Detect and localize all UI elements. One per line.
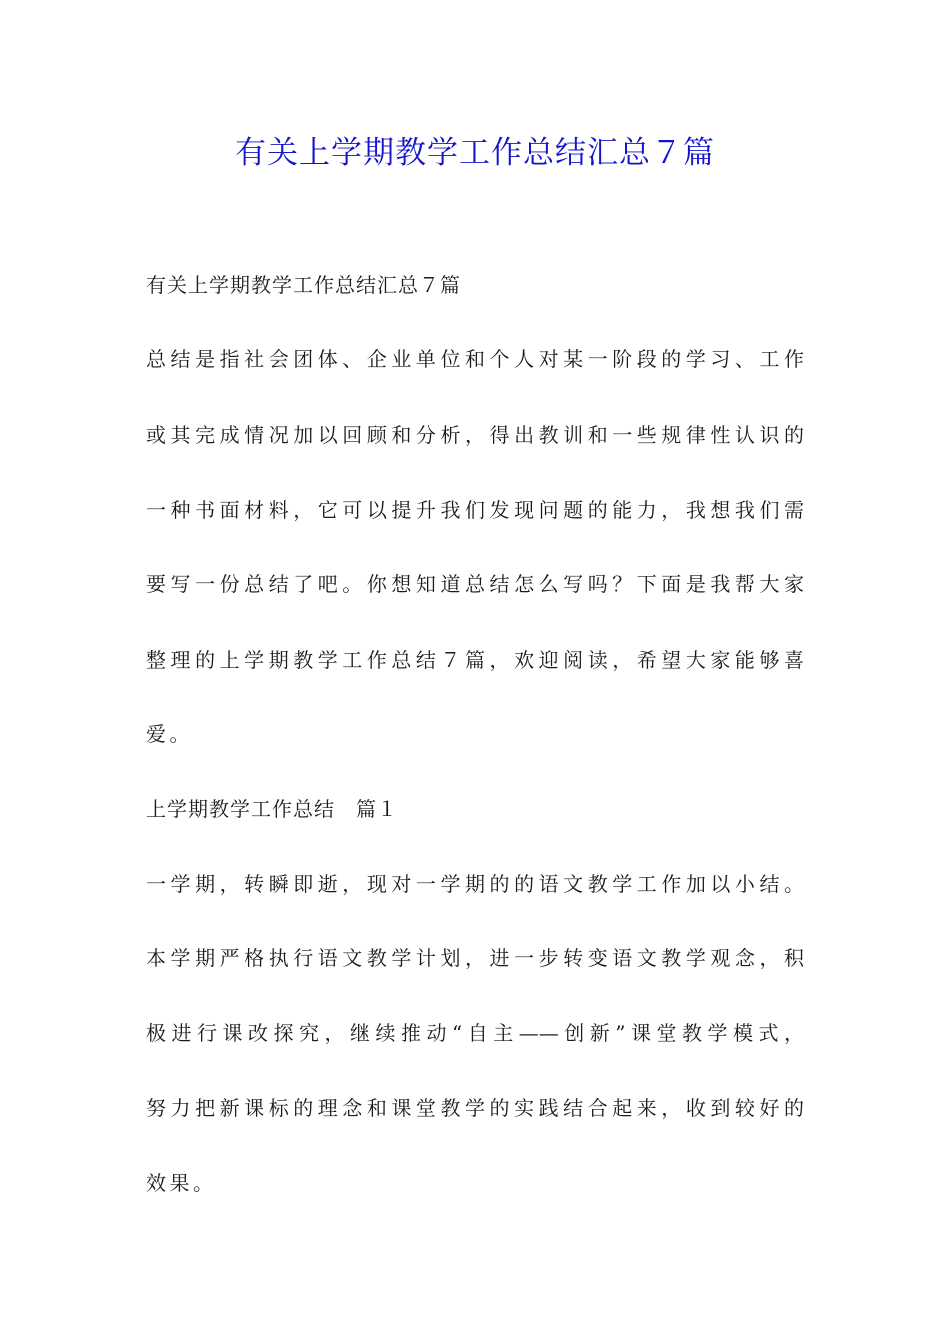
intro-line-4: 要写一份总结了吧。你想知道总结怎么写吗？下面是我帮大家 bbox=[146, 572, 804, 596]
intro-line-5: 整理的上学期教学工作总结７篇，欢迎阅读，希望大家能够喜 bbox=[146, 648, 804, 672]
section-1-line-2: 本学期严格执行语文教学计划，进一步转变语文教学观念，积 bbox=[146, 946, 804, 970]
intro-line-6: 爱。 bbox=[146, 722, 193, 746]
intro-line-2: 或其完成情况加以回顾和分析，得出教训和一些规律性认识的 bbox=[146, 423, 804, 447]
intro-line-3: 一种书面材料，它可以提升我们发现问题的能力，我想我们需 bbox=[146, 498, 804, 522]
document-subtitle: 有关上学期教学工作总结汇总７篇 bbox=[146, 273, 461, 297]
section-1-line-3: 极进行课改探究，继续推动“自主——创新”课堂教学模式， bbox=[146, 1021, 804, 1045]
document-title: 有关上学期教学工作总结汇总７篇 bbox=[235, 135, 715, 171]
intro-line-1: 总结是指社会团体、企业单位和个人对某一阶段的学习、工作 bbox=[146, 347, 804, 371]
section-1-heading: 上学期教学工作总结 篇１ bbox=[146, 797, 398, 821]
section-1-line-5: 效果。 bbox=[146, 1171, 217, 1195]
section-1-line-1: 一学期，转瞬即逝，现对一学期的的语文教学工作加以小结。 bbox=[146, 872, 804, 896]
section-1-line-4: 努力把新课标的理念和课堂教学的实践结合起来，收到较好的 bbox=[146, 1096, 804, 1120]
